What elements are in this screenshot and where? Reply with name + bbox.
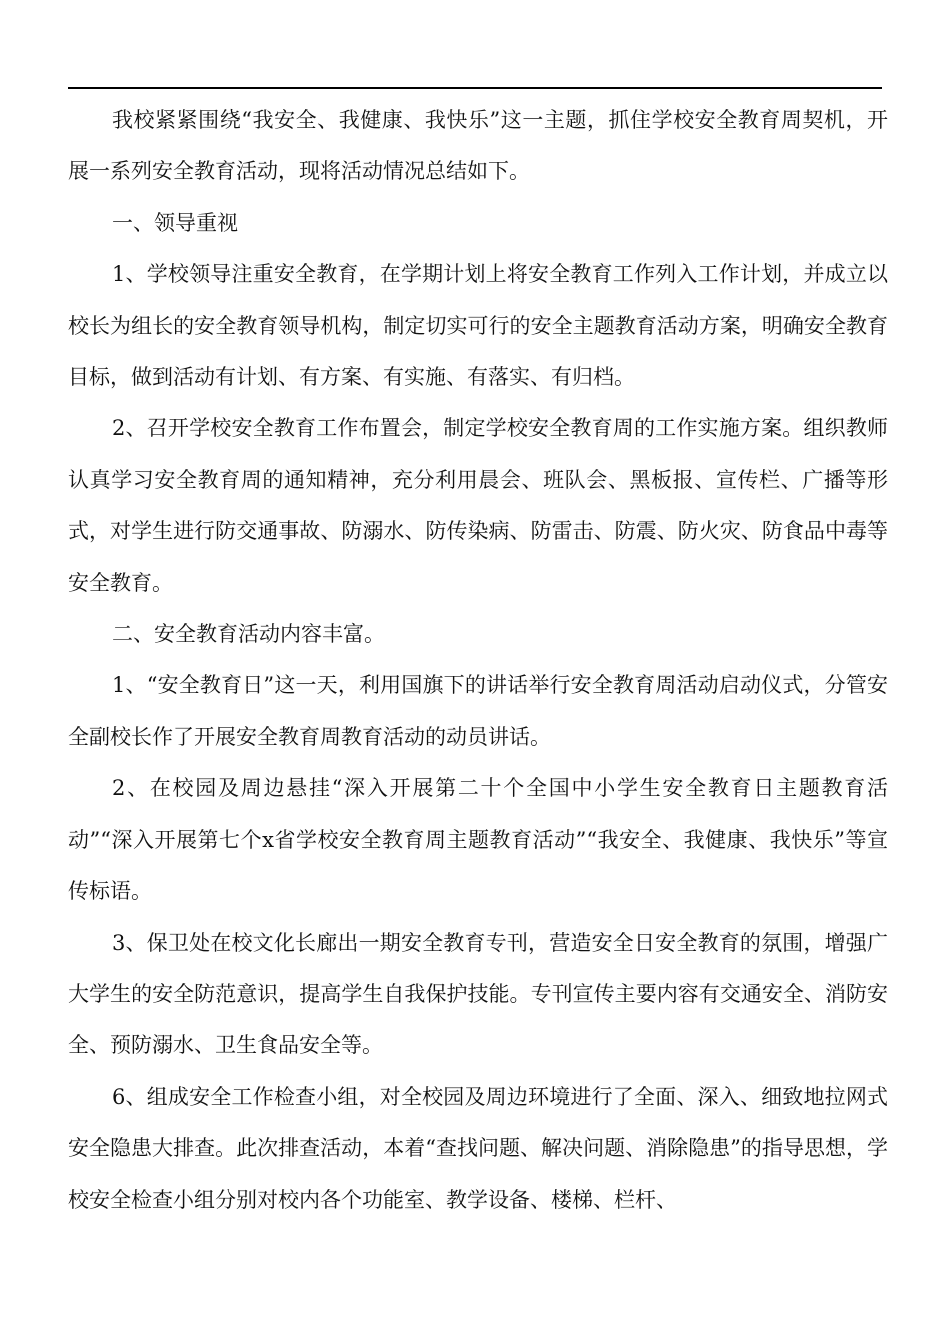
paragraph-activity-6: 6、组成安全工作检查小组，对全校园及周边环境进行了全面、深入、细致地拉网式安全隐患大排查。此次排查活动，本着“查找问题、解决问题、消除隐患”的指导思想，学校安全检查小组分别对校内各个功能室、教学设备、楼梯、栏杆、 <box>68 1084 888 1212</box>
paragraph-activity-3: 3、保卫处在校文化长廊出一期安全教育专刊，营造安全日安全教育的氛围，增强广大学生的安全防范意识，提高学生自我保护技能。专刊宣传主要内容有交通安全、消防安全、预防溺水、卫生食品安全等。 <box>68 930 888 1058</box>
paragraph-activity-1: 1、“安全教育日”这一天，利用国旗下的讲话举行安全教育周活动启动仪式，分管安全副校长作了开展安全教育周教育活动的动员讲话。 <box>68 673 888 749</box>
paragraph-activity-2: 2、在校园及周边悬挂“深入开展第二十个全国中小学生安全教育日主题教育活动”“深入开展第七个x省学校安全教育周主题教育活动”“我安全、我健康、我快乐”等宣传标语。 <box>68 776 888 904</box>
section-heading-leadership: 一、领导重视 <box>112 210 238 235</box>
paragraph-intro: 我校紧紧围绕“我安全、我健康、我快乐”这一主题，抓住学校安全教育周契机，开展一系列安全教育活动，现将活动情况总结如下。 <box>68 108 888 184</box>
document-body <box>68 95 888 1226</box>
paragraph-leadership-1: 1、学校领导注重安全教育，在学期计划上将安全教育工作列入工作计划，并成立以校长为组长的安全教育领导机构，制定切实可行的安全主题教育活动方案，明确安全教育目标，做到活动有计划、有方案、有实施、有落实、有归档。 <box>68 262 888 390</box>
header-rule <box>68 87 882 89</box>
section-heading-activities: 二、安全教育活动内容丰富。 <box>112 622 385 647</box>
paragraph-leadership-2: 2、召开学校安全教育工作布置会，制定学校安全教育周的工作实施方案。组织教师认真学习安全教育周的通知精神，充分利用晨会、班队会、黑板报、宣传栏、广播等形式，对学生进行防交通事故、防溺水、防传染病、防雷击、防震、防火灾、防食品中毒等安全教育。 <box>68 416 888 595</box>
